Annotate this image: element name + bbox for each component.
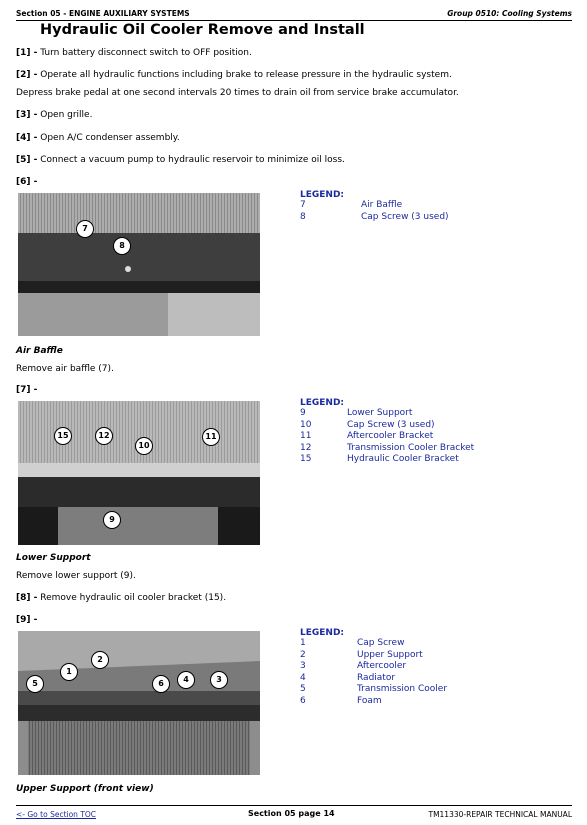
- legend-row: 10 Cap Screw (3 used): [300, 419, 435, 430]
- legend-row: 2 Upper Support: [300, 649, 423, 660]
- figure-caption: Lower Support: [16, 553, 91, 563]
- callout-11: 11: [202, 428, 220, 446]
- air-baffle-photo: [18, 193, 260, 336]
- callout-12: 12: [95, 427, 113, 445]
- step-8: [8] - Remove hydraulic oil cooler bracket (15).: [16, 593, 227, 603]
- page-title: Hydraulic Oil Cooler Remove and Install: [40, 22, 365, 38]
- group-label: Group 0510: Cooling Systems: [447, 9, 572, 18]
- manual-label: TM11330-REPAIR TECHNICAL MANUAL: [428, 810, 572, 819]
- lower-support-photo: [18, 401, 260, 545]
- callout-8: 8: [113, 237, 131, 255]
- step-6: [6] -: [16, 177, 38, 187]
- callout-4: 4: [177, 671, 195, 689]
- callout-9: 9: [103, 511, 121, 529]
- figure-note: Remove lower support (9).: [16, 571, 136, 581]
- step-1: [1] - Turn battery disconnect switch to OFF position.: [16, 48, 252, 58]
- upper-support-photo: [18, 631, 260, 775]
- step-7: [7] -: [16, 385, 38, 395]
- callout-6: 6: [152, 675, 170, 693]
- legend-row: 12 Transmission Cooler Bracket: [300, 442, 475, 453]
- legend-figure-2: [300, 398, 474, 466]
- callout-5: 5: [26, 675, 44, 693]
- legend-row: 15 Hydraulic Cooler Bracket: [300, 454, 459, 464]
- step-9: [9] -: [16, 615, 38, 625]
- legend-figure-1: [300, 190, 449, 223]
- callout-10: 10: [135, 437, 153, 455]
- callout-3: 3: [210, 671, 228, 689]
- figure-caption: Air Baffle: [16, 346, 63, 356]
- legend-row: 7 Air Baffle: [300, 200, 403, 210]
- lower-support-illustration: [18, 401, 260, 545]
- upper-support-illustration: [18, 631, 260, 775]
- page-number: Section 05 page 14: [248, 809, 335, 818]
- legend-row: 8 Cap Screw (3 used): [300, 211, 449, 222]
- callout-7: 7: [76, 220, 94, 238]
- legend-row: 3 Aftercooler: [300, 661, 407, 671]
- callout-2: 2: [91, 651, 109, 669]
- page-header: [16, 4, 572, 21]
- legend-title: LEGEND:: [300, 190, 345, 200]
- figure-note: Remove air baffle (7).: [16, 364, 114, 374]
- step-3: [3] - Open grille.: [16, 110, 93, 120]
- legend-figure-3: [300, 628, 447, 707]
- section-label: Section 05 - ENGINE AUXILIARY SYSTEMS: [16, 9, 190, 18]
- legend-row: 6 Foam: [300, 695, 382, 706]
- step-2-detail: Depress brake pedal at one second intervals 20 times to drain oil from service brake accumulator.: [16, 88, 459, 98]
- step-2: [2] - Operate all hydraulic functions including brake to release pressure in the hydraulic system.: [16, 70, 452, 80]
- legend-row: 5 Transmission Cooler: [300, 684, 448, 694]
- legend-row: 9 Lower Support: [300, 408, 413, 418]
- legend-row: 11 Aftercooler Bracket: [300, 431, 434, 441]
- legend-row: 4 Radiator: [300, 672, 396, 683]
- step-5: [5] - Connect a vacuum pump to hydraulic reservoir to minimize oil loss.: [16, 155, 345, 165]
- callout-15: 15: [54, 427, 72, 445]
- page-footer: [16, 805, 572, 819]
- legend-title: LEGEND:: [300, 628, 345, 638]
- step-4: [4] - Open A/C condenser assembly.: [16, 133, 180, 143]
- figure-caption: Upper Support (front view): [16, 784, 154, 794]
- legend-title: LEGEND:: [300, 398, 345, 408]
- air-baffle-illustration: [18, 193, 260, 336]
- callout-1: 1: [60, 663, 78, 681]
- legend-row: 1 Cap Screw: [300, 638, 405, 648]
- toc-link[interactable]: <- Go to Section TOC: [16, 810, 97, 819]
